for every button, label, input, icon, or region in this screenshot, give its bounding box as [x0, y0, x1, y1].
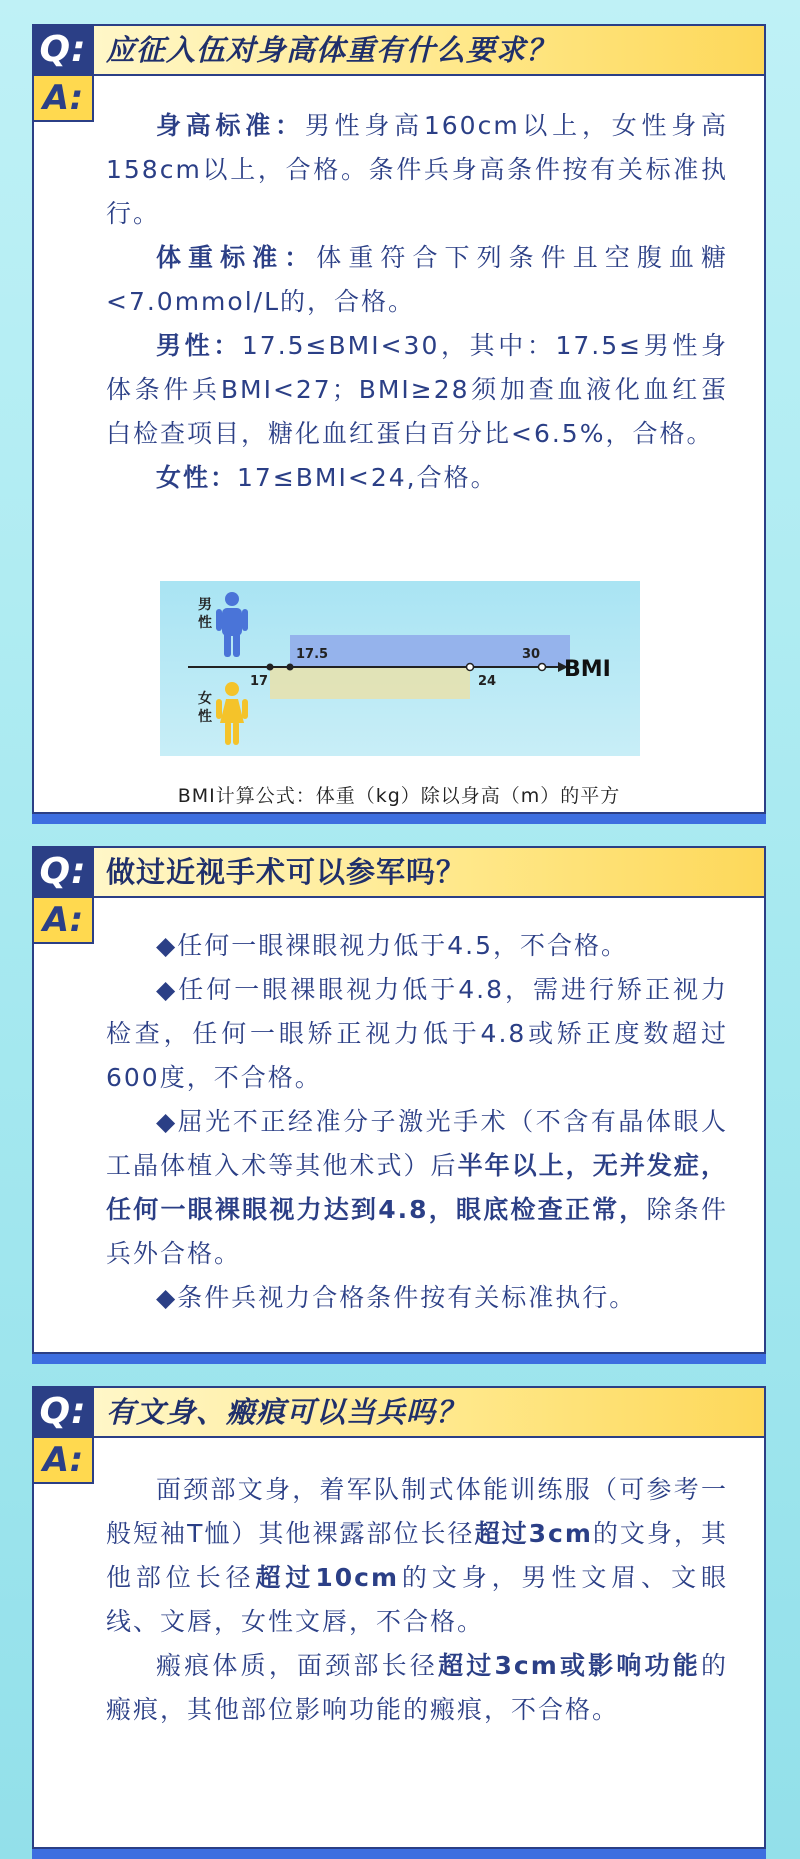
bmi-caption: BMI计算公式：体重（kg）除以身高（m）的平方 [177, 785, 621, 807]
paragraph: ◆任何一眼裸眼视力低于4.5，不合格。 [156, 931, 628, 960]
paragraph: 身高标准：男性身高160cm以上，女性身高158cm以上，合格。条件兵身高条件按有关标准执行。 [106, 111, 728, 228]
point-24 [467, 664, 474, 671]
paragraph: 面颈部文身，着军队制式体能训练服（可参考一般短袖T恤）其他裸露部位长径超过3cm的文身，其他部位长径超过10cm的文身，男性文眉、文眼线、文唇，女性文唇，不合格。 [106, 1475, 728, 1636]
axis-label-bmi: BMI [564, 657, 611, 682]
male-label-1: 男 [198, 597, 212, 613]
qa-card-myopia-surgery [32, 846, 766, 1364]
q-badge: Q: [32, 1386, 94, 1438]
question-title: 应征入伍对身高体重有什么要求？ [94, 24, 766, 76]
male-label-2: 性 [198, 615, 212, 631]
qa-card-height-weight [32, 24, 766, 824]
q-badge: Q: [32, 24, 94, 76]
paragraph: ◆任何一眼裸眼视力低于4.8，需进行矫正视力检查，任何一眼矫正视力低于4.8或矫正度数超过600度，不合格。 [106, 975, 728, 1092]
point-17 [267, 664, 274, 671]
answer-text [106, 924, 728, 1320]
paragraph: ◆屈光不正经准分子激光手术（不含有晶体眼人工晶体植入术等其他术式）后半年以上，无并发症，任何一眼裸眼视力达到4.8，眼底检查正常，除条件兵外合格。 [106, 1107, 728, 1268]
answer-text [106, 104, 728, 500]
question-header [32, 1386, 766, 1438]
female-label-2: 性 [198, 709, 212, 725]
point-30 [539, 664, 546, 671]
tick-label-17: 17 [250, 674, 269, 689]
card-bottom-bar [32, 1352, 766, 1364]
bmi-diagram [160, 581, 640, 756]
paragraph: 女性：17≤BMI<24,合格。 [156, 463, 498, 492]
q-badge: Q: [32, 846, 94, 898]
a-badge: A: [32, 1436, 94, 1484]
tick-label-30: 30 [522, 647, 541, 662]
a-badge: A: [32, 74, 94, 122]
point-17-5 [287, 664, 294, 671]
card-bottom-bar [32, 1847, 766, 1859]
card-bottom-bar [32, 812, 766, 824]
question-header [32, 24, 766, 76]
paragraph: ◆条件兵视力合格条件按有关标准执行。 [156, 1283, 637, 1312]
tick-label-17-5: 17.5 [296, 647, 329, 662]
question-header [32, 846, 766, 898]
tick-label-24: 24 [478, 674, 497, 689]
qa-card-tattoo-scar [32, 1386, 766, 1859]
a-badge: A: [32, 896, 94, 944]
question-title: 做过近视手术可以参军吗？ [94, 846, 766, 898]
female-range-bar [270, 667, 470, 699]
female-label-1: 女 [198, 691, 212, 707]
male-icon [216, 592, 248, 657]
question-title: 有文身、瘢痕可以当兵吗？ [94, 1386, 766, 1438]
paragraph: 男性：17.5≤BMI<30，其中：17.5≤男性身体条件兵BMI<27；BMI≥28须加查血液化血红蛋白检查项目，糖化血红蛋白百分比<6.5%，合格。 [106, 331, 728, 448]
paragraph: 体重标准：体重符合下列条件且空腹血糖<7.0mmol/L的，合格。 [106, 243, 728, 316]
paragraph: 瘢痕体质，面颈部长径超过3cm或影响功能的瘢痕，其他部位影响功能的瘢痕，不合格。 [106, 1651, 728, 1724]
answer-text [106, 1468, 728, 1732]
female-icon [216, 682, 248, 745]
bmi-diagram-svg [160, 581, 640, 756]
